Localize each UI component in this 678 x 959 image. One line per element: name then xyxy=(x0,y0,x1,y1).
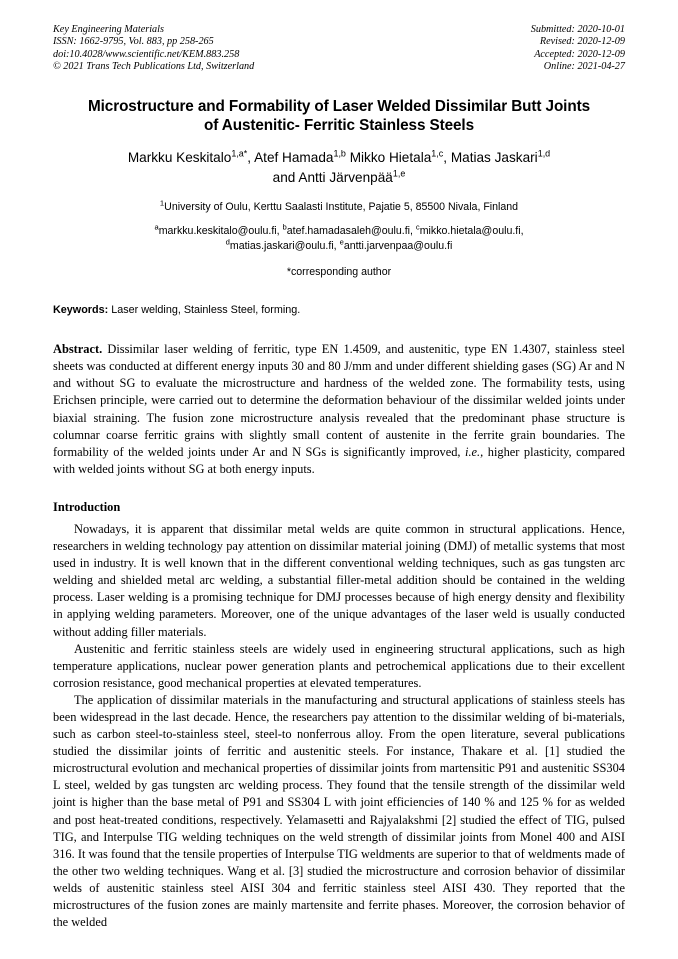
author-affiliation-marker: 1,d xyxy=(537,148,551,159)
page-title xyxy=(53,97,625,135)
introduction-paragraph-2: Austenitic and ferritic stainless steels are widely used in engineering structural applications, such as high temperature applications, nuclear power generation plants and petrochemical applications due to their excellent corrosion resistance, good mechanical properties at elevated temperatures. xyxy=(53,641,625,690)
author-emails xyxy=(53,224,625,254)
email-address[interactable]: matias.jaskari@oulu.fi, xyxy=(229,240,340,253)
abstract-italic-phrase: i.e., xyxy=(465,444,484,459)
journal-name: Key Engineering Materials xyxy=(53,24,164,35)
email-address[interactable]: atef.hamadasaleh@oulu.fi, xyxy=(286,225,416,238)
affiliation-text: University of Oulu, Kerttu Saalasti Institute, Pajatie 5, 85500 Nivala, Finland xyxy=(164,201,519,214)
introduction-paragraph-1: Nowadays, it is apparent that dissimilar metal welds are quite common in structural applications. Hence, researchers in welding technology pay attention on dissimilar material joining (DMJ) of metallic systems that most used in industry. It is well known that in the different conventional welding techniques, such as gas tungsten arc welding and shielded metal arc welding, a substantial filler-metal addition should be contained in the welding process. Laser welding is a promising technique for DMJ processes because of high energy density and flexibility in applying welding parameters. Moreover, one of the unique advantages of the laser weld is usually conducted without adding filler materials. xyxy=(53,521,625,639)
journal-copyright: © 2021 Trans Tech Publications Ltd, Switzerland xyxy=(53,60,255,72)
email-address[interactable]: markku.keskitalo@oulu.fi, xyxy=(158,225,283,238)
author-line-1 xyxy=(53,148,625,168)
author-name: , Atef Hamada xyxy=(247,150,334,166)
submitted-date: Submitted: 2020-10-01 xyxy=(530,24,625,35)
journal-issn-volume: ISSN: 1662-9795, Vol. 883, pp 258-265 xyxy=(53,36,214,48)
affiliation-marker: 1 xyxy=(159,198,165,208)
masthead-left-block xyxy=(53,24,254,73)
abstract-label: Abstract. xyxy=(53,342,103,357)
author-affiliation-marker: 1,e xyxy=(392,168,406,179)
author-name: Markku Keskitalo xyxy=(127,150,232,166)
email-marker: c xyxy=(415,222,420,232)
keywords-line xyxy=(53,303,625,318)
masthead-right-block xyxy=(531,24,625,73)
accepted-date: Accepted: 2020-12-09 xyxy=(534,48,625,60)
introduction-paragraph-3: The application of dissimilar materials in the manufacturing and structural applications of stainless steels has been widespread in the last decade. Hence, the researchers pay attention to the dissimilar welding of bi-materials, such as carbon steel-to-stainless steel, steel-to nonferrous alloy. From the open literature, several publications studied the dissimilar joints of ferritic and austenitic steels. For instance, Thakare et al. [1] studied the microstructural evolution and mechanical properties of dissimilar joints from martensitic P91 and austenitic SS304 L steel, welded by gas tungsten arc welding process. They found that the tensile strength of the dissimilar weld joint is higher than the base metal of P91 and SS304 L with joint efficiencies of 140 % and 125 % for as welded and post heat-treated conditions, respectively. Yelamasetti and Rajyalakshmi [2] studied the effect of TIG, pulsed TIG, and Interpulse TIG welding techniques on the weld strength of dissimilar joints from Monel 400 and AISI 316. It was found that the tensile properties of Interpulse TIG weldments are superior to that of weldments made of the other two welding techniques. Wang et al. [3] studied the microstructure and corrosion behavior of dissimilar welds of austenitic stainless steel AISI 304 and ferritic stainless steel AISI 430. They reported that the microstructures of the fusion zones are mainly martensite and ferrite phases. Moreover, the corrosion behavior of the welded xyxy=(53,692,625,930)
email-marker: d xyxy=(225,237,230,247)
email-address[interactable]: mikko.hietala@oulu.fi, xyxy=(419,225,524,238)
journal-masthead xyxy=(53,24,625,73)
email-marker: b xyxy=(282,222,287,232)
author-affiliation-marker: 1,c xyxy=(431,148,444,159)
online-date: Online: 2021-04-27 xyxy=(543,60,625,72)
author-affiliation-marker: 1,b xyxy=(333,148,346,159)
author-name: Mikko Hietala xyxy=(345,150,432,166)
author-name: , Matias Jaskari xyxy=(443,150,538,166)
revised-date: Revised: 2020-12-09 xyxy=(539,36,625,48)
author-name: and Antti Järvenpää xyxy=(272,170,393,186)
author-line-2 xyxy=(53,168,625,188)
author-affiliation-marker: 1,a* xyxy=(231,148,248,159)
title-line-2: of Austenitic- Ferritic Stainless Steels xyxy=(203,117,474,135)
author-list xyxy=(53,148,625,188)
corresponding-author-note: *corresponding author xyxy=(286,266,392,279)
email-line-2 xyxy=(53,239,625,254)
email-marker: a xyxy=(154,222,159,232)
keywords-value: Laser welding, Stainless Steel, forming. xyxy=(108,304,301,317)
abstract-text-part-1: Dissimilar laser welding of ferritic, type EN 1.4509, and austenitic, type EN 1.4307, stainless steel sheets was conducted at different energy inputs 30 and 80 J/mm and under different shielding gases (SG) Ar and N and without SG to evaluate the microstructure and hardness of the welded zone. The formability tests, using Erichsen principle, were carried out to determine the deformation behaviour of the dissimilar welded joints under biaxial straining. The fusion zone microstructure analysis revealed that the predominant phase structure is columnar coarse ferritic grains with slightly small content of austenite in the ferrite grain boundaries. The formability of the welded joints under Ar and N SGs is significantly improved, xyxy=(53,342,625,459)
abstract-text-part-2: higher plasticity, compared with welded joints without SG at both energy inputs. xyxy=(53,444,626,476)
affiliation xyxy=(53,200,625,215)
email-address[interactable]: antti.jarvenpaa@oulu.fi xyxy=(343,240,453,253)
section-heading-introduction: Introduction xyxy=(53,499,121,514)
title-line-1: Microstructure and Formability of Laser Welded Dissimilar Butt Joints xyxy=(88,98,590,116)
journal-doi: doi:10.4028/www.scientific.net/KEM.883.258 xyxy=(53,48,240,60)
email-marker: e xyxy=(339,237,344,247)
keywords-label: Keywords: xyxy=(53,304,109,317)
abstract-block xyxy=(53,341,625,478)
